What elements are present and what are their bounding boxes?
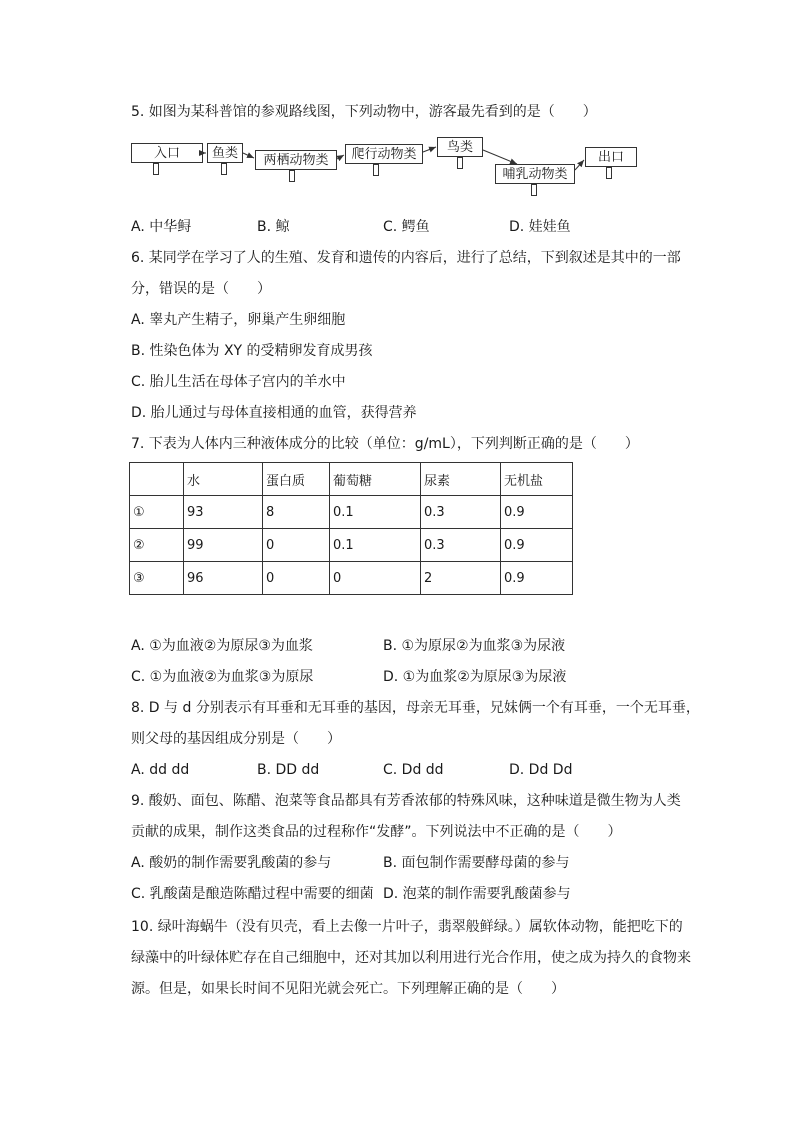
q6-stem-line1: 6. 某同学在学习了人的生殖、发育和遗传的内容后，进行了总结，下到叙述是其中的一部 — [131, 250, 681, 266]
table-cell: 0.9 — [501, 562, 573, 595]
q7-option-b: B. ①为原尿②为血浆③为尿液 — [383, 638, 566, 654]
node-exit: 出口 — [585, 147, 637, 167]
q9-stem-line1: 9. 酸奶、面包、陈醋、泡菜等食品都具有芳香浓郁的特殊风味，这种味道是微生物为人类 — [131, 793, 681, 809]
node-reptile: 爬行动物类 — [345, 144, 423, 164]
table-cell: 0.9 — [501, 529, 573, 562]
table-row — [130, 562, 573, 595]
table-cell: 0 — [330, 562, 421, 595]
q6-option-a: A. 睾丸产生精子，卵巢产生卵细胞 — [131, 312, 346, 328]
table-cell: 8 — [263, 496, 330, 529]
arrow-6 — [575, 160, 584, 170]
q5-stem: 5. 如图为某科普馆的参观路线图，下列动物中，游客最先看到的是（ ） — [131, 104, 597, 120]
q8-option-d: D. Dd Dd — [509, 762, 573, 778]
q5-option-d: D. 娃娃鱼 — [509, 219, 571, 235]
node-amphibian: 两栖动物类 — [255, 150, 337, 170]
table-cell: 0.1 — [330, 529, 421, 562]
table-cell: ② — [130, 529, 184, 562]
table-cell: 0.1 — [330, 496, 421, 529]
table-cell: 0.9 — [501, 496, 573, 529]
q5-option-c: C. 鳄鱼 — [383, 219, 430, 235]
node-mammal: 哺乳动物类 — [495, 164, 575, 184]
node-entrance: 入口 — [131, 143, 203, 163]
arrow-2 — [243, 153, 254, 158]
route-arrows — [0, 0, 794, 200]
q6-option-c: C. 胎儿生活在母体子宫内的羊水中 — [131, 374, 346, 390]
node-fish: 鱼类 — [207, 143, 243, 163]
table-header-cell: 水 — [184, 463, 263, 496]
q9-option-b: B. 面包制作需要酵母菌的参与 — [383, 855, 570, 871]
arrow-3 — [337, 155, 344, 159]
q6-stem-line2: 分，错误的是（ ） — [131, 281, 271, 297]
q8-option-b: B. DD dd — [257, 762, 320, 778]
q9-option-c: C. 乳酸菌是酿造陈醋过程中需要的细菌 — [131, 886, 374, 902]
node-bird: 鸟类 — [437, 137, 483, 157]
table-cell: 0 — [263, 529, 330, 562]
table-cell: 99 — [184, 529, 263, 562]
table-header-cell — [130, 463, 184, 496]
q5-option-a: A. 中华鲟 — [131, 219, 192, 235]
q8-option-a: A. dd dd — [131, 762, 190, 778]
q9-option-d: D. 泡菜的制作需要乳酸菌参与 — [383, 886, 571, 902]
q8-stem-line1: 8. D 与 d 分别表示有耳垂和无耳垂的基因，母亲无耳垂，兄妹俩一个有耳垂，一个无耳垂， — [131, 700, 700, 716]
q8-stem-line2: 则父母的基因组成分别是（ ） — [131, 731, 341, 747]
q10-stem-line2: 绿藻中的叶绿体贮存在自己细胞中，还对其加以利用进行光合作用，使之成为持久的食物来 — [131, 950, 691, 966]
table-header-row — [130, 463, 573, 496]
table-header-cell: 葡萄糖 — [330, 463, 421, 496]
table-cell: 0 — [263, 562, 330, 595]
table-cell: 0.3 — [421, 496, 501, 529]
table-row — [130, 529, 573, 562]
table-cell: 96 — [184, 562, 263, 595]
q10-stem-line1: 10. 绿叶海蜗牛（没有贝壳，看上去像一片叶子，翡翠般鲜绿。）属软体动物，能把吃下的 — [131, 919, 683, 935]
table-cell: 0.3 — [421, 529, 501, 562]
q9-stem-line2: 贡献的成果，制作这类食品的过程称作“发酵”。下列说法中不正确的是（ ） — [131, 824, 622, 840]
table-cell: 93 — [184, 496, 263, 529]
q7-option-c: C. ①为血液②为血浆③为原尿 — [131, 669, 314, 685]
table-header-cell: 蛋白质 — [263, 463, 330, 496]
table-header-cell: 无机盐 — [501, 463, 573, 496]
q10-stem-line3: 源。但是，如果长时间不见阳光就会死亡。下列理解正确的是（ ） — [131, 981, 565, 997]
q6-option-d: D. 胎儿通过与母体直接相通的血管，获得营养 — [131, 405, 417, 421]
q7-table — [129, 462, 573, 595]
q9-option-a: A. 酸奶的制作需要乳酸菌的参与 — [131, 855, 332, 871]
table-header-cell: 尿素 — [421, 463, 501, 496]
table-cell: 2 — [421, 562, 501, 595]
table-cell: ③ — [130, 562, 184, 595]
table-row — [130, 496, 573, 529]
q6-option-b: B. 性染色体为 XY 的受精卵发育成男孩 — [131, 343, 373, 359]
q8-option-c: C. Dd dd — [383, 762, 444, 778]
q7-stem: 7. 下表为人体内三种液体成分的比较（单位：g/mL），下列判断正确的是（ ） — [131, 436, 639, 452]
q7-option-a: A. ①为血液②为原尿③为血浆 — [131, 638, 313, 654]
q7-option-d: D. ①为血浆②为原尿③为尿液 — [383, 669, 567, 685]
table-cell: ① — [130, 496, 184, 529]
arrow-5 — [483, 150, 517, 164]
q5-option-b: B. 鲸 — [257, 219, 290, 235]
arrow-4 — [423, 147, 436, 152]
